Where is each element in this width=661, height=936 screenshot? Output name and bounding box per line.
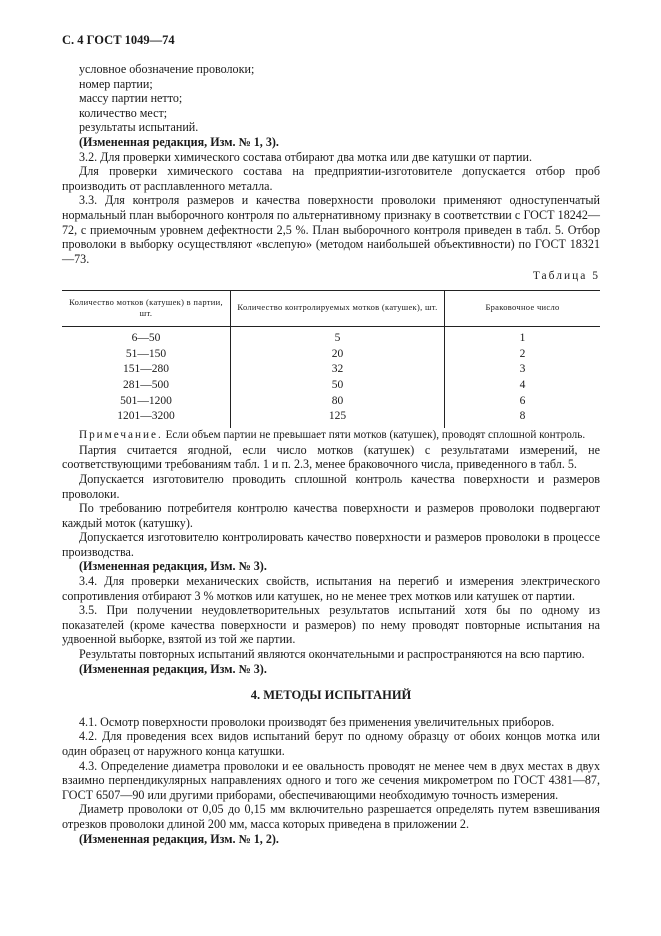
paragraph-3-5: 3.5. При получении неудовлетворительных результатов испытаний хотя бы по одному из показателей (кроме качества поверхности и размеров) по нему проводят повторные испытания на удвоенной выборке, взятой из той же партии. <box>62 603 600 647</box>
paragraph-4-2: 4.2. Для проведения всех видов испытаний берут по одному образцу от обоих концов мотка или один образец от наружного конца катушки. <box>62 729 600 758</box>
table-cell: 51—150 <box>125 347 167 360</box>
list-item: условное обозначение проволоки; <box>79 62 255 76</box>
revision-note: (Измененная редакция, Изм. № 1, 3). <box>79 134 279 149</box>
paragraph-allow-full-control: Допускается изготовителю проводить сплошной контроль качества поверхности и размеров проволоки. <box>62 471 600 501</box>
revision-note: (Измененная редакция, Изм. № 3). <box>79 661 267 676</box>
revision-note: (Измененная редакция, Изм. № 3). <box>79 559 267 574</box>
table-row <box>62 362 600 378</box>
list-item: результаты испытаний. <box>79 120 199 135</box>
table-cell: 1201—3200 <box>117 410 175 423</box>
table-cell: 3 <box>445 362 601 378</box>
table-header-sample-size: Количество контролируемых мотков (катушек), шт. <box>231 290 445 326</box>
table-cell: 281—500 <box>123 379 169 392</box>
table-row <box>62 347 600 363</box>
paragraph-repeat-results: Результаты повторных испытаний являются окончательными и распространяются на всю партию. <box>79 647 585 662</box>
table-cell: 50 <box>231 378 445 394</box>
list-item: массу партии нетто; <box>79 91 183 106</box>
table-cell: 1 <box>445 326 601 346</box>
table-cell: 80 <box>231 394 445 410</box>
paragraph-4-1: 4.1. Осмотр поверхности проволоки производят без применения увеличительных приборов. <box>79 714 555 729</box>
table-cell: 501—1200 <box>120 394 172 407</box>
table-row <box>62 326 600 346</box>
paragraph-consumer-request: По требованию потребителя контролю качества поверхности и размеров проволоки подвергают каждый моток (катушку). <box>62 501 600 530</box>
list-item: номер партии; <box>79 76 153 91</box>
table-caption: Таблица 5 <box>532 270 600 283</box>
paragraph-3-2-b: Для проверки химического состава на предприятии-изготовителе допускается отбор проб производить от расплавленного металла. <box>62 164 600 193</box>
table-cell: 2 <box>445 347 601 363</box>
table-header-lot-size: Количество мотков (катушек) в партии, шт. <box>62 290 231 326</box>
section-title: 4. МЕТОДЫ ИСПЫТАНИЙ <box>250 688 412 703</box>
table-header-reject-number: Браковочное число <box>445 290 601 326</box>
list-item: количество мест; <box>79 105 168 120</box>
sampling-table <box>62 290 600 428</box>
paragraph-4-3: 4.3. Определение диаметра проволоки и ее овальность проводят не менее чем в двух местах в двух взаимно перпендикулярных направлениях одного и того же сечения микрометром по ГОСТ 4381—87, ГОСТ 6507—90 или другими приборами, обеспечивающими необходимую точность измерения. <box>62 758 600 802</box>
table-cell: 6—50 <box>131 331 161 344</box>
paragraph-allow-in-process: Допускается изготовителю контролировать качество поверхности и размеров проволоки в процессе производства. <box>62 530 600 559</box>
table-cell: 6 <box>445 394 601 410</box>
paragraph-3-4: 3.4. Для проверки механических свойств, испытания на перегиб и измерения электрического сопротивления отбирают 3 % мотков или катушек, но не менее трех мотков или катушек от партии. <box>62 574 600 603</box>
table-cell: 5 <box>231 326 445 346</box>
table-cell: 20 <box>231 347 445 363</box>
table-cell: 4 <box>445 378 601 394</box>
page-header: С. 4 ГОСТ 1049—74 <box>62 33 175 47</box>
note-label: Примечание. <box>79 429 163 442</box>
table-cell: 8 <box>445 409 601 428</box>
table-row <box>62 378 600 394</box>
revision-note: (Измененная редакция, Изм. № 1, 2). <box>79 831 279 846</box>
table-cell: 151—280 <box>123 363 169 376</box>
paragraph-acceptance: Партия считается ягодной, если число мотков (катушек) с результатами измерений, не соответствующими требованиям табл. 1 и п. 2.3, менее браковочного числа, приведенного в табл. 5. <box>62 442 600 472</box>
note-text: Если объем партии не превышает пяти мотков (катушек), проводят сплошной контроль. <box>162 429 586 442</box>
paragraph-3-2: 3.2. Для проверки химического состава отбирают два мотка или две катушки от партии. <box>79 149 533 164</box>
table-row <box>62 394 600 410</box>
table-row <box>62 409 600 428</box>
table-cell: 32 <box>231 362 445 378</box>
table-cell: 125 <box>231 409 445 428</box>
document-body <box>62 62 600 846</box>
table-header-row <box>62 290 600 326</box>
paragraph-4-3-b: Диаметр проволоки от 0,05 до 0,15 мм включительно разрешается определять путем взвешивания отрезков проволоки длиной 200 мм, масса которых приведена в приложении 2. <box>62 802 600 831</box>
paragraph-3-3: 3.3. Для контроля размеров и качества поверхности проволоки применяют одноступенчатый нормальный план выборочного контроля по альтернативному признаку в соответствии с ГОСТ 18242—72, с приемочным уровнем дефектности 2,5 %. План выборочного контроля приведен в табл. 5. Отбор проволоки в выборку осуществляют «вслепую» (методом наибольшей объективности) по ГОСТ 18321—73. <box>62 193 600 266</box>
table-note <box>62 428 600 443</box>
